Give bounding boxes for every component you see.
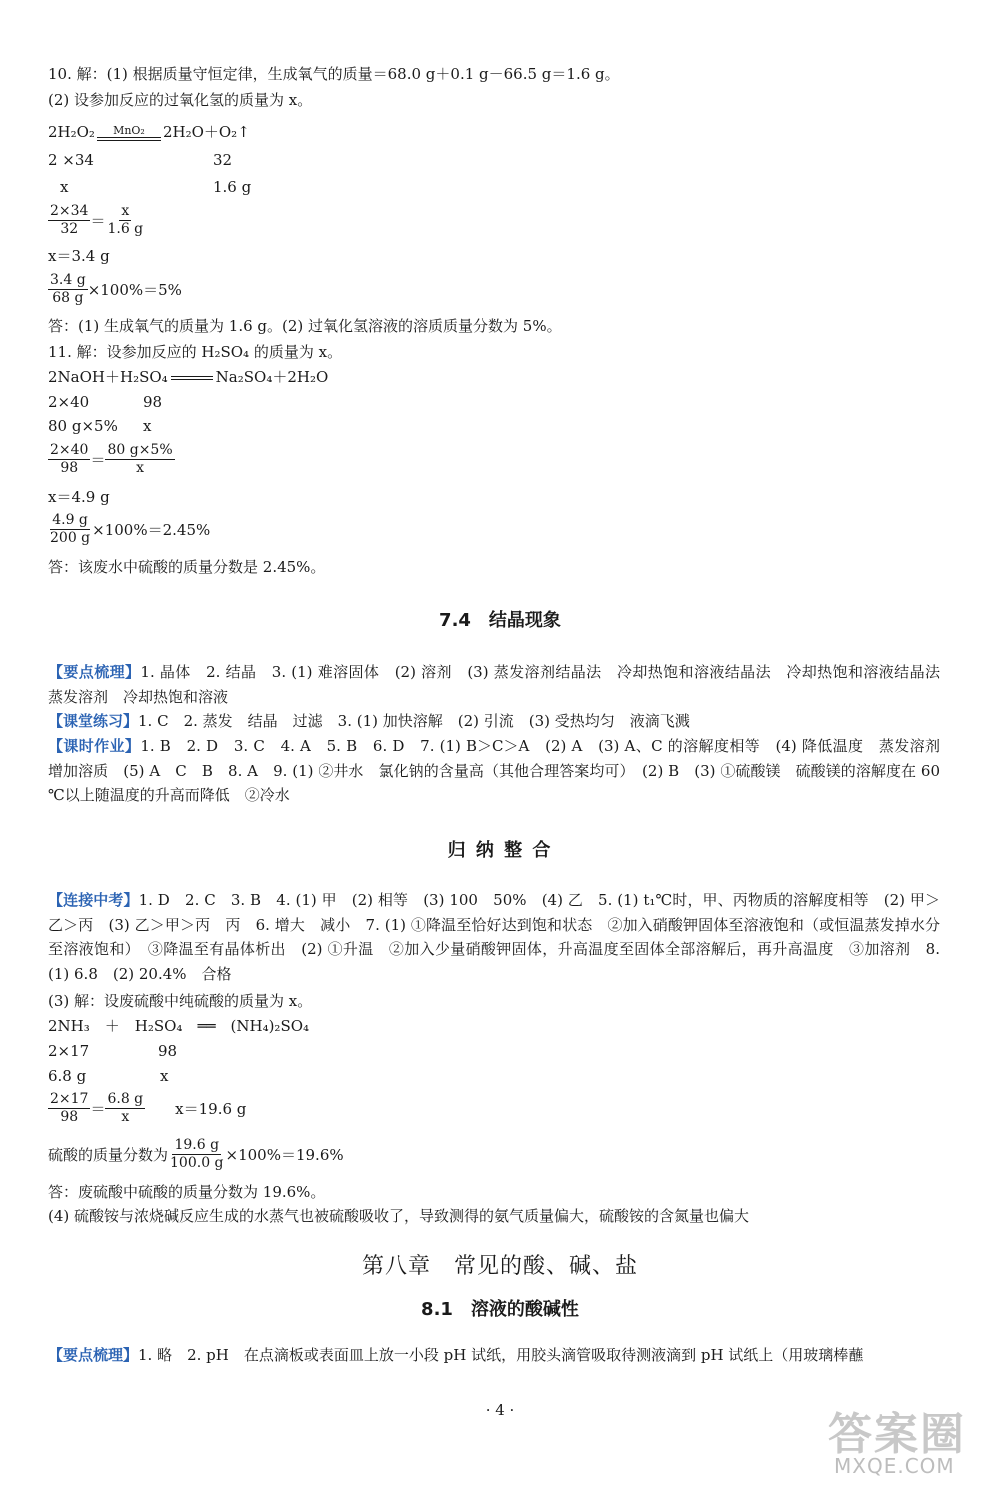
section-title-8-1: 8.1 溶液的酸碱性: [421, 1299, 579, 1320]
summary-ratio-row1: 2×17 98: [48, 1042, 178, 1060]
q11-proportion: $\frac{2\times 40}{98}$ ＝ $\frac{80 g\times 5\%}{x}$: [50, 442, 173, 476]
q11-equation: 2NaOH＋H₂SO₄ Na₂SO₄＋2H₂O: [48, 368, 329, 386]
tag-exam-link: 【连接中考】: [48, 891, 139, 909]
summary-answer: 答：废硫酸中硫酸的质量分数为 19.6%。: [48, 1183, 326, 1201]
sec74-key-points: 【要点梳理】1. 晶体 2. 结晶 3. (1) 难溶固体 (2) 溶剂 (3) 蒸发溶剂结晶法 冷却热饱和溶液结晶法 冷却热饱和溶液结晶法 蒸发溶剂 冷却热饱和溶液: [48, 663, 956, 706]
summary-equation: 2NH₃ ＋ H₂SO₄ ══ (NH₄)₂SO₄: [48, 1017, 310, 1035]
q10-ratio-row1: 2 ×34 32: [48, 151, 233, 169]
tag-class-practice: 【课堂练习】: [48, 712, 139, 730]
q10-line1: 10. 解：(1) 根据质量守恒定律，生成氧气的质量＝68.0 g＋0.1 g－66.5 g＝1.6 g。: [48, 65, 620, 83]
chapter8-key-points: 【要点梳理】1. 略 2. pH 在点滴板或表面皿上放一小段 pH 试纸，用胶头滴管吸取待测液滴到 pH 试纸上（用玻璃棒蘸: [48, 1346, 864, 1364]
summary-exam-link: 【连接中考】1. D 2. C 3. B 4. (1) 甲 (2) 相等 (3) 100 50% (4) 乙 5. (1) t₁℃时，甲、丙物质的溶解度相等 (2) 甲＞乙＞丙 (3) 乙＞甲＞丙 丙 6. 增大 减小 7. (1) ①降温至恰好达到饱和状态 ②加入硝酸钾固体至溶液饱和（或恒温蒸发掉水分至溶液饱和） ③降温至有晶体析出 (2) ①升温 ②加入少量硝酸钾固体，升高温度至固体全部溶解后，再升高温度 ③加溶剂 8. (1) 6.8 (2) 20.4% 合格: [48, 891, 940, 983]
reaction-condition: MnO₂: [97, 125, 161, 141]
q10-percent-calc: $\frac{3.4 g}{68 g}$ ×100%＝5%: [50, 272, 182, 306]
q10-line2: (2) 设参加反应的过氧化氢的质量为 x。: [48, 91, 313, 109]
watermark-logo: 答案圈: [828, 1409, 966, 1460]
section-title-7-4: 7.4 结晶现象: [439, 610, 561, 631]
q10-ratio-row2: x 1.6 g: [60, 178, 252, 196]
watermark: [820, 1398, 990, 1484]
summary-proportion: $\frac{2\times 17}{98}$ ＝ $\frac{6.8 g}{x}$ x＝19.6 g: [50, 1091, 247, 1125]
summary-percent-calc: 硫酸的质量分数为 $\frac{19.6 g}{100.0 g}$ ×100%＝19.6%: [48, 1137, 344, 1171]
page-number: · 4 ·: [485, 1401, 515, 1419]
tag-key-points-8: 【要点梳理】: [48, 1346, 139, 1364]
q11-line1: 11. 解：设参加反应的 H₂SO₄ 的质量为 x。: [48, 343, 343, 361]
sec74-class-practice: 【课堂练习】1. C 2. 蒸发 结晶 过滤 3. (1) 加快溶解 (2) 引流 (3) 受热均匀 液滴飞溅: [48, 712, 690, 730]
section-title-summary: 归 纳 整 合: [447, 840, 553, 861]
sec74-homework: 【课时作业】1. B 2. D 3. C 4. A 5. B 6. D 7. (1) B＞C＞A (2) A (3) A、C 的溶解度相等 (4) 降低温度 蒸发溶剂 增加溶质 (5) A C B 8. A 9. (1) ②井水 氯化钠的含量高（其他合理答案均可） (2) B (3) ①硫酸镁 硫酸镁的溶解度在 60 ℃以上随温度的升高而降低 ②冷水: [48, 737, 956, 804]
q11-ratio-row2: 80 g×5% x: [48, 417, 152, 435]
chapter-title: 第八章 常见的酸、碱、盐: [361, 1254, 638, 1279]
q10-proportion: $\frac{2\times 34}{32}$ ＝ $\frac{x}{1.6 g}$: [50, 203, 144, 237]
summary-line4: (4) 硫酸铵与浓烧碱反应生成的水蒸气也被硫酸吸收了，导致测得的氨气质量偏大，硫酸铵的含氮量也偏大: [48, 1207, 750, 1225]
q10-equation: 2H₂O₂ MnO₂ 2H₂O＋O₂↑: [48, 123, 250, 141]
q11-answer: 答：该废水中硫酸的质量分数是 2.45%。: [48, 558, 326, 576]
summary-ratio-row2: 6.8 g x: [48, 1067, 169, 1085]
q10-x-result: x＝3.4 g: [48, 247, 110, 265]
tag-key-points: 【要点梳理】: [48, 663, 141, 681]
watermark-url: MXQE.COM: [834, 1454, 955, 1478]
q10-answer: 答：(1) 生成氧气的质量为 1.6 g。(2) 过氧化氢溶液的溶质质量分数为 5%。: [48, 317, 562, 335]
tag-homework: 【课时作业】: [48, 737, 141, 755]
q11-ratio-row1: 2×40 98: [48, 393, 163, 411]
summary-line3: (3) 解：设废硫酸中纯硫酸的质量为 x。: [48, 992, 313, 1010]
q11-percent-calc: $\frac{4.9 g}{200 g}$ ×100%＝2.45%: [50, 512, 211, 546]
q11-x-result: x＝4.9 g: [48, 488, 110, 506]
